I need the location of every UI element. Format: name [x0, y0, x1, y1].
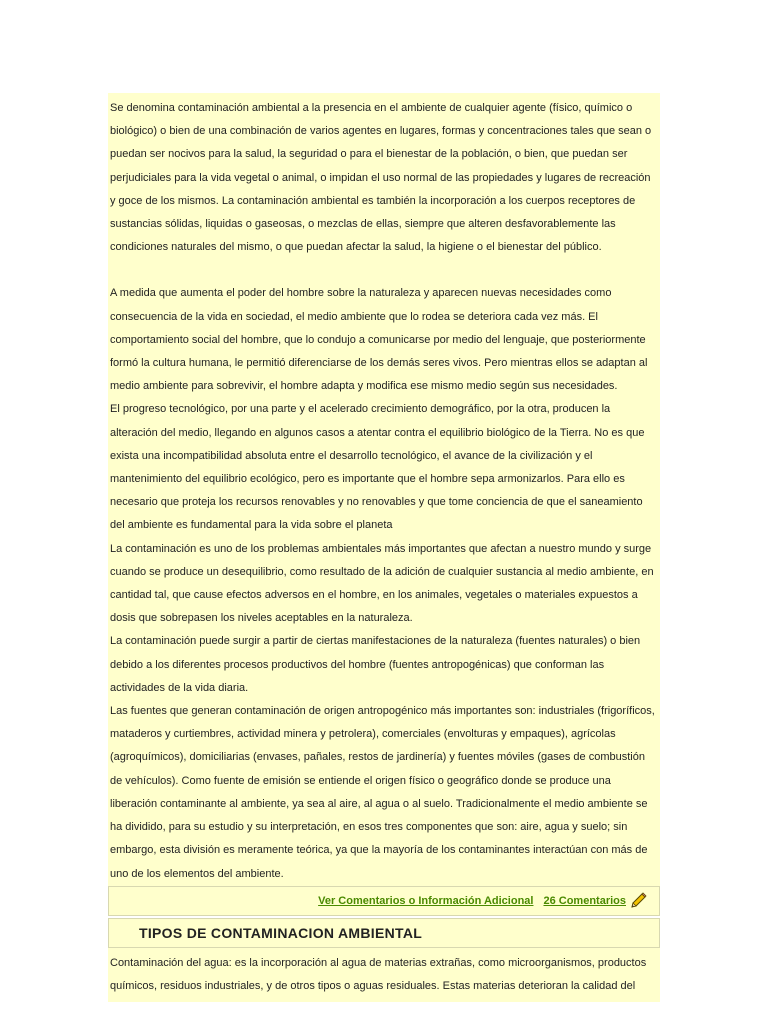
intro-paragraph-2: A medida que aumenta el poder del hombre sobre la naturaleza y aparecen nuevas necesidades como consecuencia de la vida en sociedad, el medio ambiente que lo rodea se deteriora cada vez más. El comportamiento social del hombre, que lo condujo a comunicarse por medio del lenguaje, que posteriormente formó la cultura humana, le permitió diferenciarse de los demás seres vivos. Pero mientras ellos se adaptan al medio ambiente para sobrevivir, el hombre adapta y modifica ese mismo medio según sus necesidades. [110, 287, 648, 393]
intro-block [108, 93, 660, 886]
intro-paragraph-3: El progreso tecnológico, por una parte y el acelerado crecimiento demográfico, por la otra, producen la alteración del medio, llegando en algunos casos a atentar contra el equilibrio biológico de la Tierra. No es que exista una incompatibilidad absoluta entre el desarrollo tecnológico, el avance de la civilización y el mantenimiento del equilibrio ecológico, pero es importante que el hombre sepa armonizarlos. Para ello es necesario que proteja los recursos renovables y no renovables y que tome conciencia de que el saneamiento del ambiente es fundamental para la vida sobre el planeta [110, 403, 645, 532]
intro-paragraph-6: Las fuentes que generan contaminación de origen antropogénico más importantes son: industriales (frigoríficos, mataderos y curtiembres, actividad minera y petrolera), comerciales (envolturas y empaques), agrícolas (agroquímicos), domiciliarias (envases, pañales, restos de jardinería) y fuentes móviles (gases de combustión de vehículos). Como fuente de emisión se entiende el origen físico o geográfico donde se produce una liberación contaminante al ambiente, ya sea al aire, al agua o al suelo. Tradicionalmente el medio ambiente se ha dividido, para su estudio y su interpretación, en esos tres componentes que son: aire, agua y suelo; sin embargo, esta división es meramente teórica, ya que la mayoría de los contaminantes interactúan con más de uno de los elementos del ambiente. [110, 705, 655, 880]
intro-paragraph-4: La contaminación es uno de los problemas ambientales más importantes que afectan a nuestro mundo y surge cuando se produce un desequilibrio, como resultado de la adición de cualquier sustancia al medio ambiente, en cantidad tal, que cause efectos adversos en el hombre, en los animales, vegetales o materiales expuestos a dosis que sobrepasen los niveles aceptables en la naturaleza. [110, 542, 654, 625]
pencil-icon[interactable] [629, 892, 647, 910]
more-info-link[interactable]: Ver Comentarios o Información Adicional [318, 894, 534, 907]
article [108, 93, 660, 1002]
section-title: TIPOS DE CONTAMINACION AMBIENTAL [108, 918, 660, 948]
section-paragraph-1: Contaminación del agua: es la incorporación al agua de materias extrañas, como microorganismos, productos químicos, residuos industriales, y de otros tipos o aguas residuales. Estas materias deterioran la calidad del [110, 956, 647, 992]
intro-paragraph-1: Se denomina contaminación ambiental a la presencia en el ambiente de cualquier agente (físico, químico o biológico) o bien de una combinación de varios agentes en lugares, formas y concentraciones tales que sean o puedan ser nocivos para la salud, la seguridad o para el bienestar de la población, o bien, que puedan ser perjudiciales para la vida vegetal o animal, o impidan el uso normal de las propiedades y lugares de recreación y goce de los mismos. La contaminación ambiental es también la incorporación a los cuerpos receptores de sustancias sólidas, liquidas o gaseosas, o mezclas de ellas, siempre que alteren desfavorablemente las condiciones naturales del mismo, o que puedan afectar la salud, la higiene o el bienestar del público. [110, 102, 652, 254]
comments-bar [108, 886, 660, 916]
paragraph-gap [110, 259, 658, 282]
comments-count-link[interactable]: 26 Comentarios [543, 894, 626, 907]
intro-paragraph-5: La contaminación puede surgir a partir de ciertas manifestaciones de la naturaleza (fuentes naturales) o bien debido a los diferentes procesos productivos del hombre (fuentes antropogénicas) que conforman las actividades de la vida diaria. [110, 635, 641, 694]
section-block [108, 948, 660, 1002]
